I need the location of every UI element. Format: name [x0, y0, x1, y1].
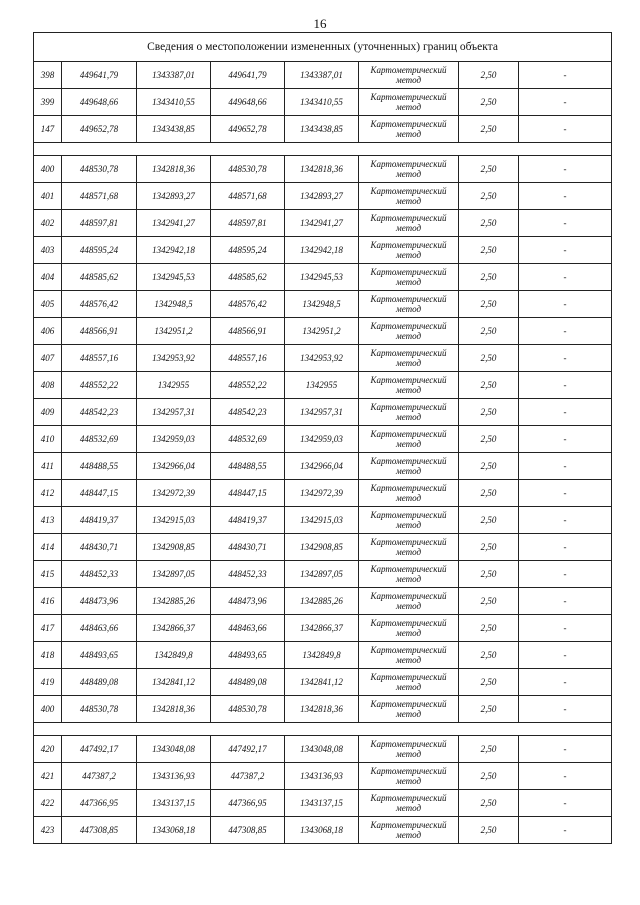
x-new-cell: 448530,78	[211, 156, 285, 183]
x-new-cell: 448532,69	[211, 426, 285, 453]
method-cell: Картометрический метод	[359, 561, 459, 588]
description-cell: -	[519, 588, 612, 615]
point-number-cell: 403	[34, 237, 62, 264]
y-old-cell: 1342966,04	[137, 453, 211, 480]
point-number-cell: 399	[34, 89, 62, 116]
table-row	[34, 588, 612, 615]
x-old-cell: 448597,81	[62, 210, 137, 237]
x-new-cell: 448595,24	[211, 237, 285, 264]
table-row	[34, 615, 612, 642]
accuracy-cell: 2,50	[459, 426, 519, 453]
y-new-cell: 1342849,8	[285, 642, 359, 669]
method-cell: Картометрический метод	[359, 790, 459, 817]
x-new-cell: 448473,96	[211, 588, 285, 615]
group-separator-row	[34, 723, 612, 736]
point-number-cell: 414	[34, 534, 62, 561]
group-separator-row	[34, 143, 612, 156]
accuracy-cell: 2,50	[459, 345, 519, 372]
description-cell: -	[519, 561, 612, 588]
accuracy-cell: 2,50	[459, 156, 519, 183]
accuracy-cell: 2,50	[459, 453, 519, 480]
y-new-cell: 1342953,92	[285, 345, 359, 372]
x-new-cell: 448489,08	[211, 669, 285, 696]
method-cell: Картометрический метод	[359, 116, 459, 143]
y-new-cell: 1343410,55	[285, 89, 359, 116]
table-title: Сведения о местоположении измененных (уточненных) границ объекта	[34, 33, 612, 62]
table-row	[34, 736, 612, 763]
point-number-cell: 413	[34, 507, 62, 534]
x-old-cell: 449652,78	[62, 116, 137, 143]
y-old-cell: 1342841,12	[137, 669, 211, 696]
y-new-cell: 1342945,53	[285, 264, 359, 291]
y-new-cell: 1342866,37	[285, 615, 359, 642]
point-number-cell: 404	[34, 264, 62, 291]
accuracy-cell: 2,50	[459, 588, 519, 615]
description-cell: -	[519, 453, 612, 480]
method-cell: Картометрический метод	[359, 62, 459, 89]
method-cell: Картометрический метод	[359, 534, 459, 561]
x-old-cell: 448463,66	[62, 615, 137, 642]
method-cell: Картометрический метод	[359, 89, 459, 116]
x-old-cell: 448447,15	[62, 480, 137, 507]
x-new-cell: 448557,16	[211, 345, 285, 372]
x-new-cell: 449648,66	[211, 89, 285, 116]
method-cell: Картометрический метод	[359, 507, 459, 534]
x-new-cell: 448552,22	[211, 372, 285, 399]
point-number-cell: 408	[34, 372, 62, 399]
x-old-cell: 449648,66	[62, 89, 137, 116]
point-number-cell: 147	[34, 116, 62, 143]
table-row	[34, 561, 612, 588]
x-old-cell: 449641,79	[62, 62, 137, 89]
method-cell: Картометрический метод	[359, 291, 459, 318]
point-number-cell: 401	[34, 183, 62, 210]
x-old-cell: 448532,69	[62, 426, 137, 453]
x-new-cell: 449641,79	[211, 62, 285, 89]
description-cell: -	[519, 426, 612, 453]
point-number-cell: 409	[34, 399, 62, 426]
group-separator-cell	[34, 723, 612, 736]
accuracy-cell: 2,50	[459, 372, 519, 399]
method-cell: Картометрический метод	[359, 642, 459, 669]
x-old-cell: 448542,23	[62, 399, 137, 426]
method-cell: Картометрический метод	[359, 817, 459, 844]
page-number: 16	[313, 16, 327, 31]
description-cell: -	[519, 62, 612, 89]
x-old-cell: 448489,08	[62, 669, 137, 696]
point-number-cell: 402	[34, 210, 62, 237]
x-old-cell: 448452,33	[62, 561, 137, 588]
accuracy-cell: 2,50	[459, 642, 519, 669]
point-number-cell: 419	[34, 669, 62, 696]
method-cell: Картометрический метод	[359, 426, 459, 453]
point-number-cell: 400	[34, 696, 62, 723]
accuracy-cell: 2,50	[459, 507, 519, 534]
x-old-cell: 448566,91	[62, 318, 137, 345]
table-row	[34, 642, 612, 669]
method-cell: Картометрический метод	[359, 237, 459, 264]
accuracy-cell: 2,50	[459, 116, 519, 143]
x-old-cell: 448530,78	[62, 156, 137, 183]
accuracy-cell: 2,50	[459, 480, 519, 507]
point-number-cell: 420	[34, 736, 62, 763]
x-new-cell: 448566,91	[211, 318, 285, 345]
x-old-cell: 448419,37	[62, 507, 137, 534]
x-new-cell: 448463,66	[211, 615, 285, 642]
y-new-cell: 1343136,93	[285, 763, 359, 790]
table-row	[34, 318, 612, 345]
method-cell: Картометрический метод	[359, 156, 459, 183]
accuracy-cell: 2,50	[459, 696, 519, 723]
table-row	[34, 372, 612, 399]
method-cell: Картометрический метод	[359, 736, 459, 763]
description-cell: -	[519, 116, 612, 143]
table-row	[34, 399, 612, 426]
y-old-cell: 1343137,15	[137, 790, 211, 817]
method-cell: Картометрический метод	[359, 372, 459, 399]
description-cell: -	[519, 89, 612, 116]
table-row	[34, 817, 612, 844]
x-new-cell: 448576,42	[211, 291, 285, 318]
point-number-cell: 415	[34, 561, 62, 588]
y-new-cell: 1342959,03	[285, 426, 359, 453]
table-row	[34, 480, 612, 507]
description-cell: -	[519, 669, 612, 696]
x-new-cell: 448493,65	[211, 642, 285, 669]
y-old-cell: 1343410,55	[137, 89, 211, 116]
method-cell: Картометрический метод	[359, 399, 459, 426]
y-new-cell: 1343068,18	[285, 817, 359, 844]
y-new-cell: 1342818,36	[285, 156, 359, 183]
accuracy-cell: 2,50	[459, 817, 519, 844]
table-row	[34, 763, 612, 790]
x-new-cell: 448585,62	[211, 264, 285, 291]
y-new-cell: 1342951,2	[285, 318, 359, 345]
y-new-cell: 1342893,27	[285, 183, 359, 210]
accuracy-cell: 2,50	[459, 210, 519, 237]
table-row	[34, 237, 612, 264]
x-old-cell: 448488,55	[62, 453, 137, 480]
accuracy-cell: 2,50	[459, 399, 519, 426]
y-old-cell: 1342818,36	[137, 156, 211, 183]
y-old-cell: 1342893,27	[137, 183, 211, 210]
x-old-cell: 448557,16	[62, 345, 137, 372]
description-cell: -	[519, 399, 612, 426]
point-number-cell: 412	[34, 480, 62, 507]
accuracy-cell: 2,50	[459, 561, 519, 588]
table-row	[34, 291, 612, 318]
table-row	[34, 210, 612, 237]
y-new-cell: 1342818,36	[285, 696, 359, 723]
y-new-cell: 1342841,12	[285, 669, 359, 696]
accuracy-cell: 2,50	[459, 237, 519, 264]
accuracy-cell: 2,50	[459, 291, 519, 318]
y-old-cell: 1342948,5	[137, 291, 211, 318]
x-new-cell: 448542,23	[211, 399, 285, 426]
table-row	[34, 507, 612, 534]
point-number-cell: 406	[34, 318, 62, 345]
y-old-cell: 1342818,36	[137, 696, 211, 723]
table-row	[34, 534, 612, 561]
y-new-cell: 1342897,05	[285, 561, 359, 588]
y-new-cell: 1342955	[285, 372, 359, 399]
accuracy-cell: 2,50	[459, 62, 519, 89]
table-row	[34, 116, 612, 143]
y-old-cell: 1342945,53	[137, 264, 211, 291]
method-cell: Картометрический метод	[359, 696, 459, 723]
x-old-cell: 448473,96	[62, 588, 137, 615]
y-new-cell: 1342948,5	[285, 291, 359, 318]
y-new-cell: 1342942,18	[285, 237, 359, 264]
x-new-cell: 447366,95	[211, 790, 285, 817]
accuracy-cell: 2,50	[459, 763, 519, 790]
x-old-cell: 448576,42	[62, 291, 137, 318]
x-old-cell: 447366,95	[62, 790, 137, 817]
y-old-cell: 1342953,92	[137, 345, 211, 372]
x-new-cell: 449652,78	[211, 116, 285, 143]
y-old-cell: 1343387,01	[137, 62, 211, 89]
x-new-cell: 447308,85	[211, 817, 285, 844]
table-row	[34, 156, 612, 183]
x-new-cell: 448419,37	[211, 507, 285, 534]
y-old-cell: 1342957,31	[137, 399, 211, 426]
description-cell: -	[519, 372, 612, 399]
y-new-cell: 1343137,15	[285, 790, 359, 817]
y-new-cell: 1343438,85	[285, 116, 359, 143]
y-old-cell: 1342951,2	[137, 318, 211, 345]
method-cell: Картометрический метод	[359, 669, 459, 696]
x-new-cell: 448571,68	[211, 183, 285, 210]
x-new-cell: 448488,55	[211, 453, 285, 480]
y-new-cell: 1342972,39	[285, 480, 359, 507]
accuracy-cell: 2,50	[459, 89, 519, 116]
table-row	[34, 426, 612, 453]
method-cell: Картометрический метод	[359, 345, 459, 372]
x-new-cell: 448447,15	[211, 480, 285, 507]
coordinates-table	[33, 32, 612, 844]
description-cell: -	[519, 318, 612, 345]
table-row	[34, 345, 612, 372]
point-number-cell: 400	[34, 156, 62, 183]
point-number-cell: 407	[34, 345, 62, 372]
x-old-cell: 448585,62	[62, 264, 137, 291]
y-old-cell: 1342941,27	[137, 210, 211, 237]
description-cell: -	[519, 183, 612, 210]
y-new-cell: 1342908,85	[285, 534, 359, 561]
x-old-cell: 448493,65	[62, 642, 137, 669]
description-cell: -	[519, 790, 612, 817]
x-old-cell: 448571,68	[62, 183, 137, 210]
description-cell: -	[519, 345, 612, 372]
table-row	[34, 790, 612, 817]
point-number-cell: 410	[34, 426, 62, 453]
x-old-cell: 448430,71	[62, 534, 137, 561]
point-number-cell: 405	[34, 291, 62, 318]
description-cell: -	[519, 156, 612, 183]
x-new-cell: 448430,71	[211, 534, 285, 561]
y-old-cell: 1343136,93	[137, 763, 211, 790]
method-cell: Картометрический метод	[359, 588, 459, 615]
method-cell: Картометрический метод	[359, 183, 459, 210]
y-old-cell: 1343048,08	[137, 736, 211, 763]
x-old-cell: 447387,2	[62, 763, 137, 790]
description-cell: -	[519, 210, 612, 237]
x-new-cell: 448530,78	[211, 696, 285, 723]
method-cell: Картометрический метод	[359, 480, 459, 507]
point-number-cell: 422	[34, 790, 62, 817]
y-old-cell: 1342915,03	[137, 507, 211, 534]
description-cell: -	[519, 291, 612, 318]
method-cell: Картометрический метод	[359, 615, 459, 642]
x-new-cell: 448597,81	[211, 210, 285, 237]
accuracy-cell: 2,50	[459, 669, 519, 696]
y-old-cell: 1342959,03	[137, 426, 211, 453]
x-new-cell: 448452,33	[211, 561, 285, 588]
y-new-cell: 1342915,03	[285, 507, 359, 534]
point-number-cell: 423	[34, 817, 62, 844]
table-row	[34, 669, 612, 696]
point-number-cell: 421	[34, 763, 62, 790]
description-cell: -	[519, 817, 612, 844]
y-new-cell: 1342885,26	[285, 588, 359, 615]
accuracy-cell: 2,50	[459, 264, 519, 291]
y-old-cell: 1342897,05	[137, 561, 211, 588]
y-old-cell: 1342849,8	[137, 642, 211, 669]
x-old-cell: 448530,78	[62, 696, 137, 723]
description-cell: -	[519, 642, 612, 669]
y-new-cell: 1343048,08	[285, 736, 359, 763]
description-cell: -	[519, 696, 612, 723]
accuracy-cell: 2,50	[459, 318, 519, 345]
x-old-cell: 447308,85	[62, 817, 137, 844]
y-old-cell: 1342955	[137, 372, 211, 399]
y-old-cell: 1342942,18	[137, 237, 211, 264]
method-cell: Картометрический метод	[359, 763, 459, 790]
point-number-cell: 411	[34, 453, 62, 480]
y-old-cell: 1343438,85	[137, 116, 211, 143]
accuracy-cell: 2,50	[459, 534, 519, 561]
y-new-cell: 1342941,27	[285, 210, 359, 237]
table-row	[34, 264, 612, 291]
y-old-cell: 1342885,26	[137, 588, 211, 615]
point-number-cell: 398	[34, 62, 62, 89]
x-new-cell: 447387,2	[211, 763, 285, 790]
description-cell: -	[519, 264, 612, 291]
y-old-cell: 1342972,39	[137, 480, 211, 507]
table-row	[34, 183, 612, 210]
x-new-cell: 447492,17	[211, 736, 285, 763]
description-cell: -	[519, 736, 612, 763]
description-cell: -	[519, 534, 612, 561]
table-row	[34, 89, 612, 116]
group-separator-cell	[34, 143, 612, 156]
y-old-cell: 1342908,85	[137, 534, 211, 561]
table-row	[34, 453, 612, 480]
method-cell: Картометрический метод	[359, 264, 459, 291]
accuracy-cell: 2,50	[459, 736, 519, 763]
description-cell: -	[519, 615, 612, 642]
table-row	[34, 62, 612, 89]
x-old-cell: 447492,17	[62, 736, 137, 763]
x-old-cell: 448595,24	[62, 237, 137, 264]
point-number-cell: 416	[34, 588, 62, 615]
y-new-cell: 1342957,31	[285, 399, 359, 426]
description-cell: -	[519, 480, 612, 507]
description-cell: -	[519, 237, 612, 264]
point-number-cell: 417	[34, 615, 62, 642]
description-cell: -	[519, 507, 612, 534]
y-new-cell: 1343387,01	[285, 62, 359, 89]
accuracy-cell: 2,50	[459, 183, 519, 210]
method-cell: Картометрический метод	[359, 210, 459, 237]
accuracy-cell: 2,50	[459, 790, 519, 817]
y-old-cell: 1342866,37	[137, 615, 211, 642]
method-cell: Картометрический метод	[359, 453, 459, 480]
accuracy-cell: 2,50	[459, 615, 519, 642]
description-cell: -	[519, 763, 612, 790]
method-cell: Картометрический метод	[359, 318, 459, 345]
y-new-cell: 1342966,04	[285, 453, 359, 480]
point-number-cell: 418	[34, 642, 62, 669]
y-old-cell: 1343068,18	[137, 817, 211, 844]
table-row	[34, 696, 612, 723]
x-old-cell: 448552,22	[62, 372, 137, 399]
